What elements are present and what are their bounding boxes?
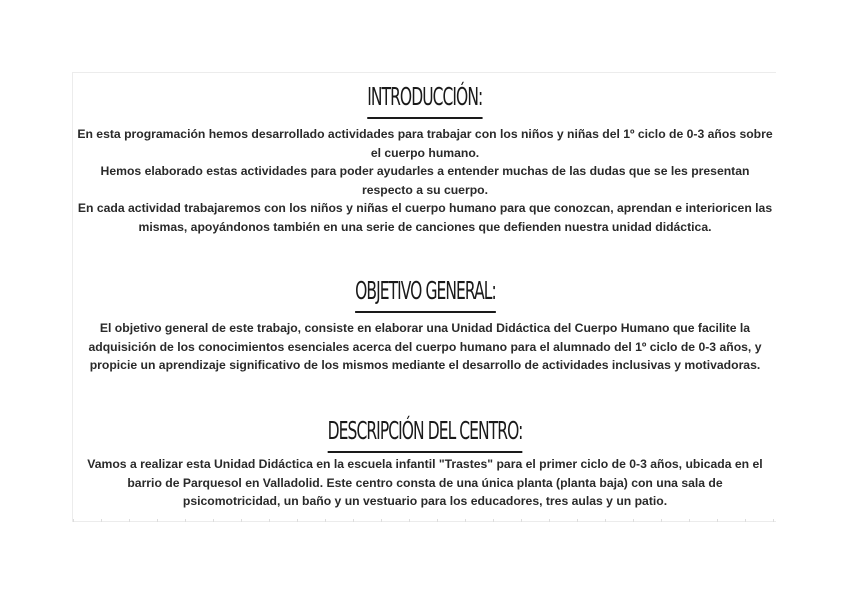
descripcion-text	[73, 455, 777, 511]
document-page	[72, 72, 776, 522]
heading-objetivo: OBJETIVO GENERAL:	[355, 273, 496, 313]
heading-descripcion: DESCRIPCIÓN DEL CENTRO:	[328, 413, 523, 453]
section-objetivo	[73, 273, 777, 375]
page-bottom-ruler	[73, 519, 776, 522]
section-descripcion	[73, 413, 777, 511]
section-introduccion	[73, 79, 777, 236]
descripcion-paragraph: Vamos a realizar esta Unidad Didáctica en la escuela infantil "Trastes" para el primer ciclo de 0-3 años, ubicada en el barrio de Parquesol en Valladolid. Este centro consta de una única planta (planta baja) con una sala de psicomotricidad, un baño y un vestuario para los educadores, tres aulas y un patio.	[87, 457, 763, 508]
introduccion-text	[73, 125, 777, 236]
introduccion-line-1: En esta programación hemos desarrollado actividades para trabajar con los niños y niñas del 1º ciclo de 0-3 años sobre el cuerpo humano.	[77, 127, 773, 160]
heading-introduccion: INTRODUCCIÓN:	[367, 79, 482, 119]
introduccion-line-2: Hemos elaborado estas actividades para poder ayudarles a entender muchas de las dudas que se les presentan respecto a su cuerpo.	[100, 164, 750, 197]
introduccion-line-3: En cada actividad trabajaremos con los niños y niñas el cuerpo humano para que conozcan, aprendan e interioricen las mismas, apoyándonos también en una serie de canciones que defienden nuestra unidad didáctica.	[77, 201, 773, 234]
objetivo-paragraph: El objetivo general de este trabajo, consiste en elaborar una Unidad Didáctica del Cuerpo Humano que facilite la adquisición de los conocimientos esenciales acerca del cuerpo humano para el alumnado del 1º ciclo de 0-3 años, y propicie un aprendizaje significativo de los mismos mediante el desarrollo de actividades inclusivas y motivadoras.	[88, 321, 762, 372]
objetivo-text	[73, 319, 777, 375]
